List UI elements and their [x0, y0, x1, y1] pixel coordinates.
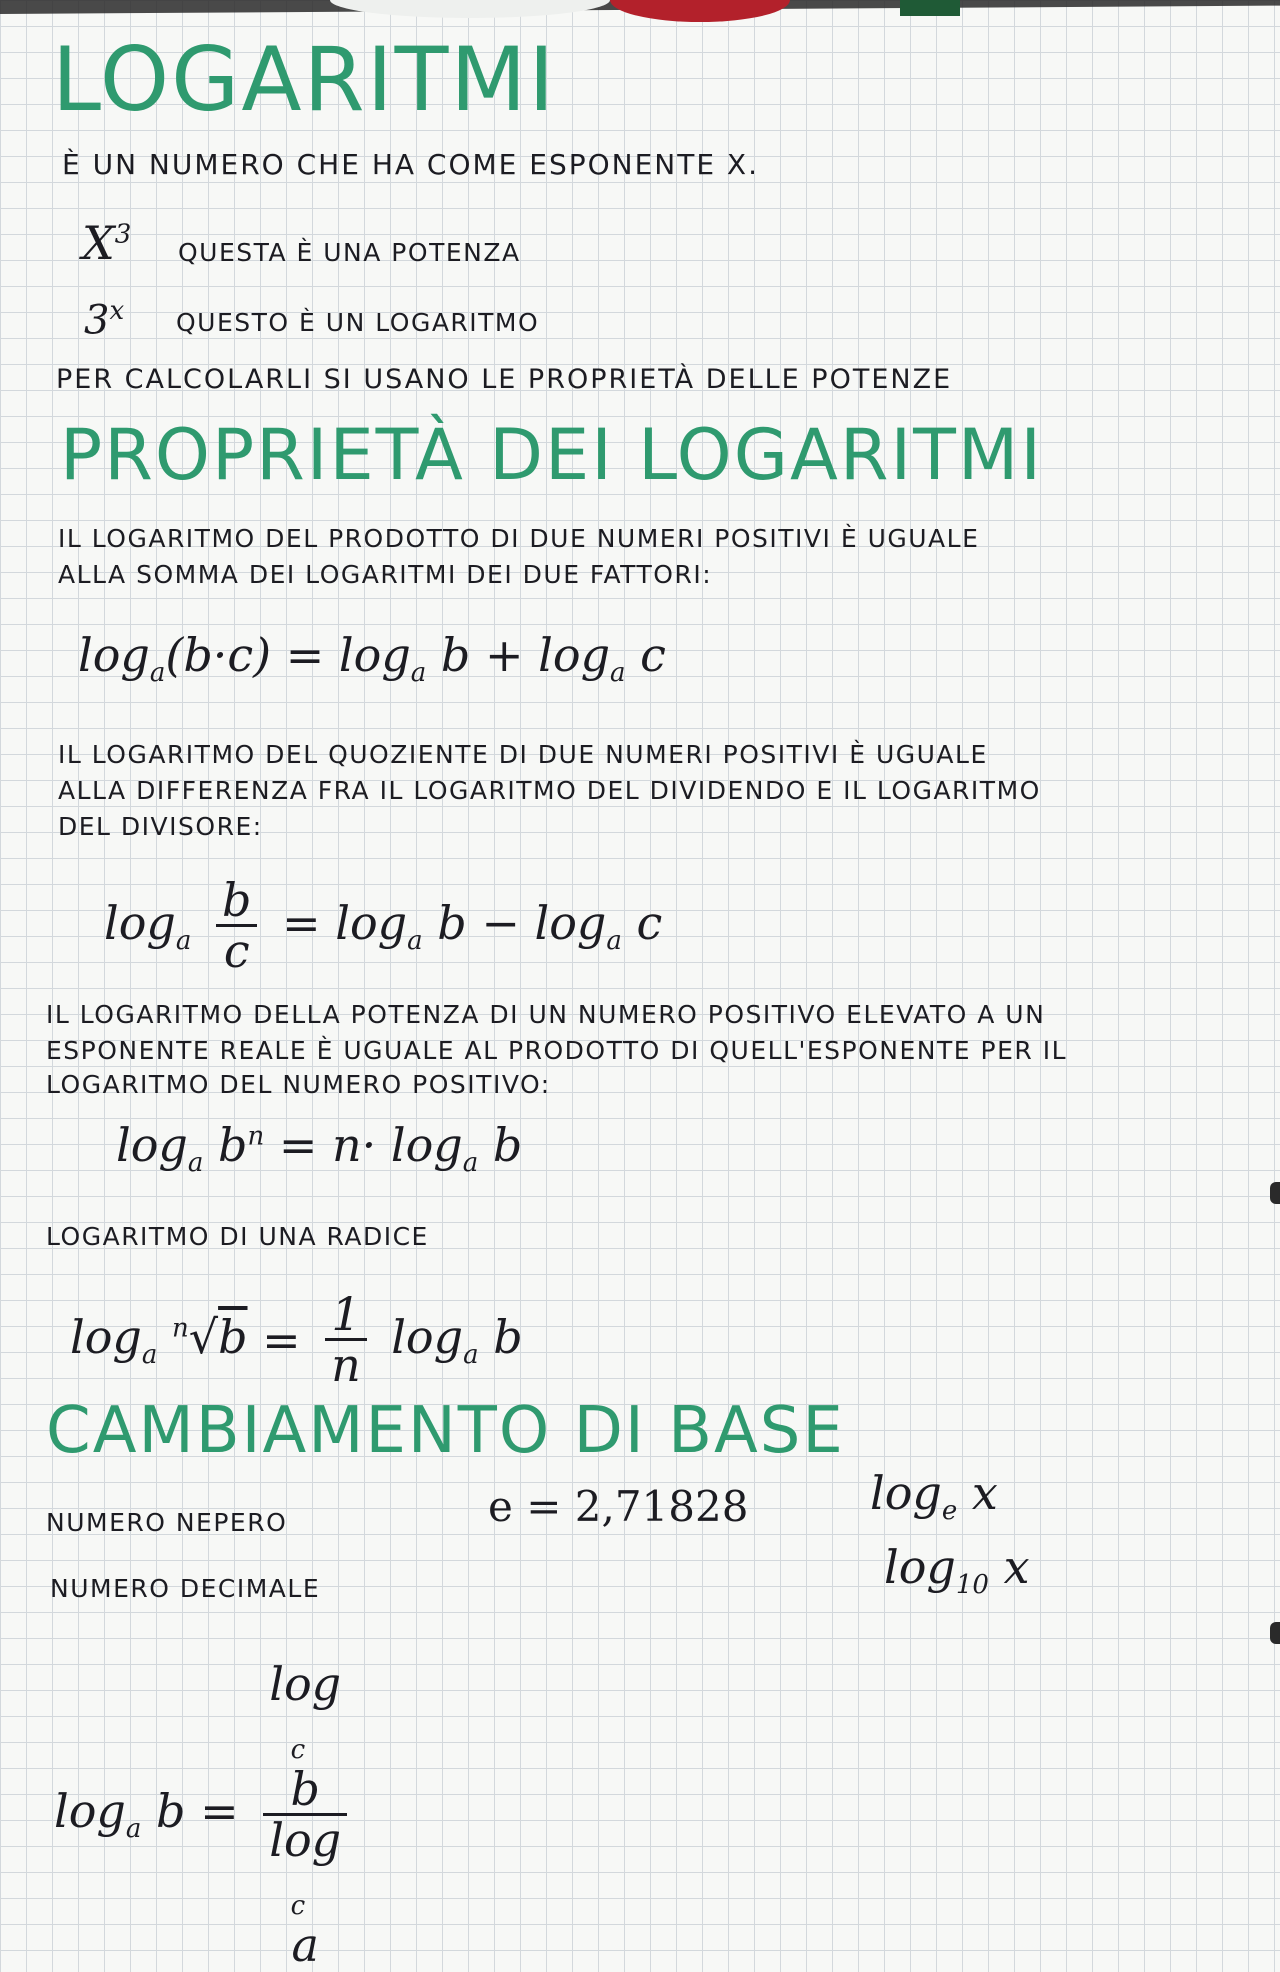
base-a: a — [149, 658, 166, 689]
power-example — [82, 216, 131, 270]
var-b: b — [492, 1118, 523, 1172]
log-symbol: log — [269, 1813, 342, 1868]
decimal-label: NUMERO DECIMALE — [50, 1574, 321, 1603]
power-rule-line-3: LOGARITMO DEL NUMERO POSITIVO: — [46, 1070, 551, 1099]
decimal-log — [884, 1540, 1030, 1600]
fraction-numerator — [263, 1657, 347, 1816]
var-c: c — [640, 628, 666, 682]
var-a: a — [291, 1917, 319, 1972]
op-equals: = — [262, 1312, 301, 1367]
base-a: a — [175, 925, 192, 956]
op-equals: = — [278, 1118, 318, 1172]
power-rule-line-1: IL LOGARITMO DELLA POTENZA DI UN NUMERO POSITIVO ELEVATO A UN — [46, 1000, 1046, 1029]
fraction-numerator: b — [216, 876, 257, 927]
log-symbol: log — [78, 628, 150, 682]
product-rule-line-2: ALLA SOMMA DEI LOGARITMI DEI DUE FATTORI: — [58, 560, 713, 589]
var-b: b — [440, 628, 471, 682]
var-x: x — [1003, 1540, 1030, 1594]
base-a: a — [125, 1814, 142, 1845]
fraction-numerator: 1 — [325, 1290, 366, 1341]
log-symbol: log — [338, 628, 411, 682]
log-symbol: log — [104, 895, 176, 950]
var-b: b — [218, 1118, 248, 1172]
power-exponent: 3 — [114, 219, 132, 250]
neper-log — [870, 1466, 998, 1526]
base-a: a — [407, 925, 423, 956]
op-equals: = — [285, 628, 325, 682]
base-a: a — [141, 1339, 158, 1370]
var-b: b — [290, 1761, 320, 1816]
op-equals: = — [282, 895, 321, 950]
quotient-rule-line-3: DEL DIVISORE: — [58, 812, 263, 841]
base-a: a — [463, 1339, 479, 1370]
quotient-rule-line-1: IL LOGARITMO DEL QUOZIENTE DI DUE NUMERI POSITIVI È UGUALE — [58, 740, 988, 769]
change-of-base-formula — [54, 1657, 357, 1972]
var-b: b — [156, 1784, 186, 1839]
log-symbol: log — [538, 628, 611, 682]
var-b: b — [493, 1309, 523, 1364]
change-of-base-heading: CAMBIAMENTO DI BASE — [46, 1394, 845, 1468]
photo-edge-green — [900, 0, 960, 16]
base-c: c — [290, 1891, 306, 1922]
root-index: n — [172, 1313, 189, 1344]
photo-edge-light — [330, 0, 610, 18]
power-base: X — [82, 216, 115, 270]
root-formula — [70, 1287, 523, 1393]
binder-ring-1 — [1270, 1182, 1280, 1204]
base-a: a — [462, 1148, 479, 1179]
exponent-n: n — [247, 1121, 265, 1152]
var-c: c — [636, 895, 663, 950]
power-formula — [116, 1118, 522, 1178]
var-b: b — [437, 895, 467, 950]
fraction-denominator — [263, 1813, 347, 1972]
log-example — [84, 296, 124, 343]
op-minus: − — [481, 895, 520, 950]
base-a: a — [610, 658, 626, 689]
method-text: PER CALCOLARLI SI USANO LE PROPRIETÀ DELLE POTENZE — [56, 364, 953, 395]
quotient-rule-line-2: ALLA DIFFERENZA FRA IL LOGARITMO DEL DIVIDENDO E IL LOGARITMO — [58, 776, 1041, 805]
definition-text: È UN NUMERO CHE HA COME ESPONENTE X. — [62, 148, 760, 181]
var-n: n — [332, 1118, 362, 1172]
photo-edge — [0, 0, 1280, 22]
root-rule-line-1: LOGARITMO DI UNA RADICE — [46, 1222, 429, 1251]
var-x: x — [971, 1466, 998, 1520]
var-c: c — [227, 628, 254, 682]
log-symbol: log — [269, 1657, 342, 1711]
op-dot: · — [361, 1118, 377, 1172]
log-symbol: log — [534, 895, 607, 950]
log-symbol: log — [391, 1309, 464, 1364]
op-dot: · — [212, 628, 228, 682]
log-symbol: log — [884, 1540, 956, 1594]
log-symbol: log — [870, 1466, 942, 1520]
neper-value: e = 2,71828 — [488, 1482, 749, 1531]
log-symbol: log — [70, 1309, 142, 1364]
paren-close: ) — [253, 628, 272, 682]
fraction-b-over-c — [216, 873, 257, 979]
binder-ring-2 — [1270, 1622, 1280, 1644]
product-formula — [78, 628, 666, 688]
fraction-1-over-n — [325, 1287, 366, 1393]
product-rule-line-1: IL LOGARITMO DEL PRODOTTO DI DUE NUMERI POSITIVI È UGUALE — [58, 524, 980, 553]
radicand-b: b — [218, 1309, 248, 1364]
base-a: a — [410, 658, 427, 689]
page-title: LOGARITMI — [52, 28, 557, 131]
fraction-logcb-over-logca — [263, 1657, 347, 1972]
power-rule-line-2: ESPONENTE REALE È UGUALE AL PRODOTTO DI QUELL'ESPONENTE PER IL — [46, 1036, 1068, 1065]
fraction-denominator: n — [331, 1338, 361, 1393]
op-plus: + — [485, 628, 524, 682]
log-symbol: log — [390, 1118, 463, 1172]
var-b: b — [183, 628, 213, 682]
op-equals: = — [200, 1784, 239, 1839]
log-example-base: 3 — [84, 297, 110, 344]
fraction-denominator: c — [223, 924, 250, 979]
log-symbol: log — [54, 1784, 126, 1839]
root-sign: √ — [188, 1309, 219, 1364]
photo-edge-red — [610, 0, 790, 22]
power-note: QUESTA È UNA POTENZA — [178, 238, 521, 267]
properties-heading: PROPRIETÀ DEI LOGARITMI — [60, 414, 1043, 496]
neper-label: NUMERO NEPERO — [46, 1508, 288, 1537]
base-10: 10 — [955, 1570, 989, 1601]
log-example-exponent: x — [109, 296, 125, 326]
base-c: c — [290, 1735, 306, 1766]
base-a: a — [187, 1148, 204, 1179]
log-symbol: log — [335, 895, 408, 950]
base-a: a — [606, 925, 622, 956]
paren-open: ( — [165, 628, 184, 682]
quotient-formula — [104, 873, 663, 979]
log-note: QUESTO È UN LOGARITMO — [176, 308, 540, 337]
base-e: e — [941, 1496, 958, 1527]
log-symbol: log — [116, 1118, 188, 1172]
